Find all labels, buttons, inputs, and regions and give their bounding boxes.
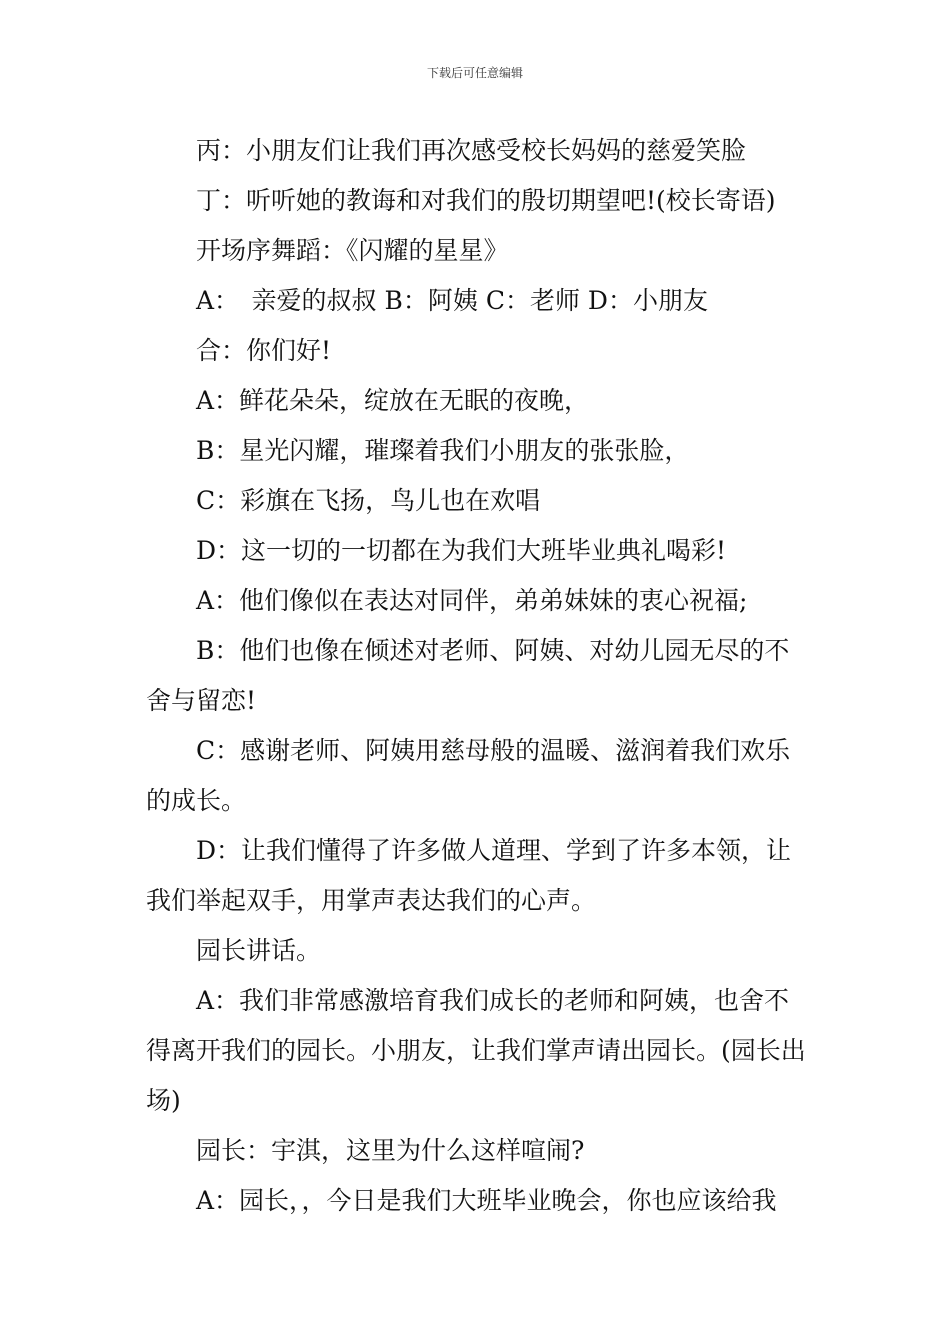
paragraph: B：他们也像在倾述对老师、阿姨、对幼儿园无尽的不舍与留恋! bbox=[146, 636, 790, 715]
paragraph: 园长：宇淇，这里为什么这样喧闹? bbox=[196, 1136, 585, 1165]
paragraph: A：园长，，今日是我们大班毕业晚会，你也应该给我 bbox=[196, 1186, 777, 1215]
paragraph: D：这一切的一切都在为我们大班毕业典礼喝彩! bbox=[196, 536, 727, 565]
paragraph: B：星光闪耀，璀璨着我们小朋友的张张脸， bbox=[196, 436, 690, 465]
document-body bbox=[146, 126, 810, 1226]
paragraph: A：他们像似在表达对同伴，弟弟妹妹的衷心祝福; bbox=[196, 586, 748, 615]
paragraph: A：我们非常感激培育我们成长的老师和阿姨，也舍不得离开我们的园长。小朋友，让我们掌声请出园长。(园长出场) bbox=[146, 986, 806, 1115]
paragraph: 园长讲话。 bbox=[196, 936, 322, 965]
paragraph: A：鲜花朵朵，绽放在无眠的夜晚， bbox=[196, 386, 590, 415]
paragraph: 合：你们好! bbox=[196, 336, 332, 365]
paragraph: D：让我们懂得了许多做人道理、学到了许多本领，让我们举起双手，用掌声表达我们的心声。 bbox=[146, 836, 792, 915]
paragraph: 丙：小朋友们让我们再次感受校长妈妈的慈爱笑脸 bbox=[196, 136, 747, 165]
paragraph: C：感谢老师、阿姨用慈母般的温暖、滋润着我们欢乐的成长。 bbox=[146, 736, 791, 815]
page-header: 下载后可任意编辑 bbox=[426, 66, 523, 80]
paragraph: A： 亲爱的叔叔 B：阿姨 C：老师 D：小朋友 bbox=[196, 286, 708, 315]
paragraph: C：彩旗在飞扬，鸟儿也在欢唱 bbox=[196, 486, 541, 515]
paragraph: 丁：听听她的教诲和对我们的殷切期望吧!(校长寄语) bbox=[196, 186, 776, 215]
paragraph: 开场序舞蹈：《闪耀的星星》 bbox=[196, 236, 509, 265]
